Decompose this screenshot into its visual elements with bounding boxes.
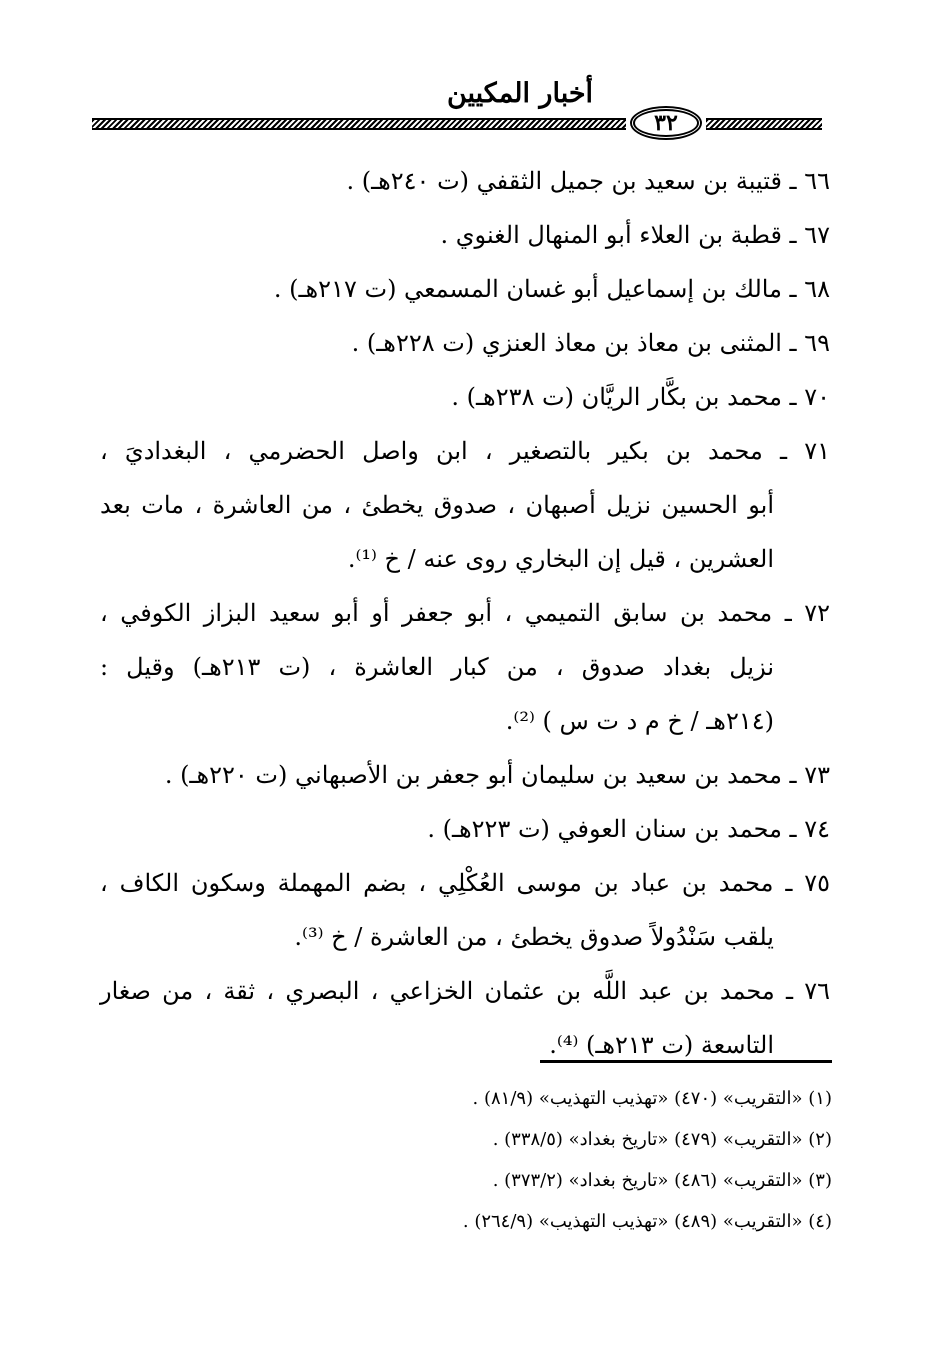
list-item: ٧٢ ـ محمد بن سابق التميمي ، أبو جعفر أو أبو سعيد البزاز الكوفي ، نزيل بغداد صدوق ، من كبار العاشرة ، (ت ٢١٣هـ) وقيل : (٢١٤هـ / خ م د ت س ) ⁽²⁾.: [100, 599, 830, 735]
list-item: ٧٠ ـ محمد بن بكَّار الريَّان (ت ٢٣٨هـ) .: [451, 383, 830, 411]
header-ornament-rule-right: [706, 118, 822, 130]
footnote: (٤) «التقريب» (٤٨٩) «تهذيب التهذيب» (٢٦٤/٩) .: [462, 1211, 832, 1232]
page-number-badge: ٣٢: [630, 106, 702, 140]
narrator-list: [100, 154, 830, 1072]
list-item: ٧١ ـ محمد بن بكير بالتصغير ، ابن واصل الحضرمي ، البغداديَ ، أبو الحسين نزيل أصبهان ، صدوق يخطئ ، من العاشرة ، مات بعد العشرين ، قيل إن البخاري روى عنه / خ ⁽¹⁾.: [100, 437, 830, 573]
list-item: ٦٦ ـ قتيبة بن سعيد بن جميل الثقفي (ت ٢٤٠هـ) .: [346, 167, 830, 195]
list-item: ٧٥ ـ محمد بن عباد بن موسى العُكْلِي ، بضم المهملة وسكون الكاف ، يلقب سَنْدُولاً صدوق يخطئ ، من العاشرة / خ ⁽³⁾.: [100, 869, 830, 951]
footnotes: [300, 1078, 832, 1242]
page-header-title: أخبار المكيين: [446, 78, 594, 109]
footnote-divider: [540, 1060, 832, 1063]
list-item: ٧٤ ـ محمد بن سنان العوفي (ت ٢٢٣هـ) .: [427, 815, 830, 843]
list-item: ٦٩ ـ المثنى بن معاذ بن معاذ العنزي (ت ٢٢٨هـ) .: [351, 329, 830, 357]
footnote: (٢) «التقريب» (٤٧٩) «تاريخ بغداد» (٣٣٨/٥) .: [492, 1129, 832, 1150]
list-item: ٦٨ ـ مالك بن إسماعيل أبو غسان المسمعي (ت ٢١٧هـ) .: [273, 275, 830, 303]
footnote: (١) «التقريب» (٤٧٠) «تهذيب التهذيب» (٨١/٩) .: [472, 1088, 832, 1109]
list-item: ٧٦ ـ محمد بن عبد اللَّه بن عثمان الخزاعي ، البصري ، ثقة ، من صغار التاسعة (ت ٢١٣هـ) ⁽⁴⁾.: [100, 977, 830, 1059]
header-ornament-rule-left: [92, 118, 626, 130]
list-item: ٧٣ ـ محمد بن سعيد بن سليمان أبو جعفر بن الأصبهاني (ت ٢٢٠هـ) .: [164, 761, 830, 789]
footnote: (٣) «التقريب» (٤٨٦) «تاريخ بغداد» (٣٧٣/٢) .: [492, 1170, 832, 1191]
list-item: ٦٧ ـ قطبة بن العلاء أبو المنهال الغنوي .: [440, 221, 830, 249]
